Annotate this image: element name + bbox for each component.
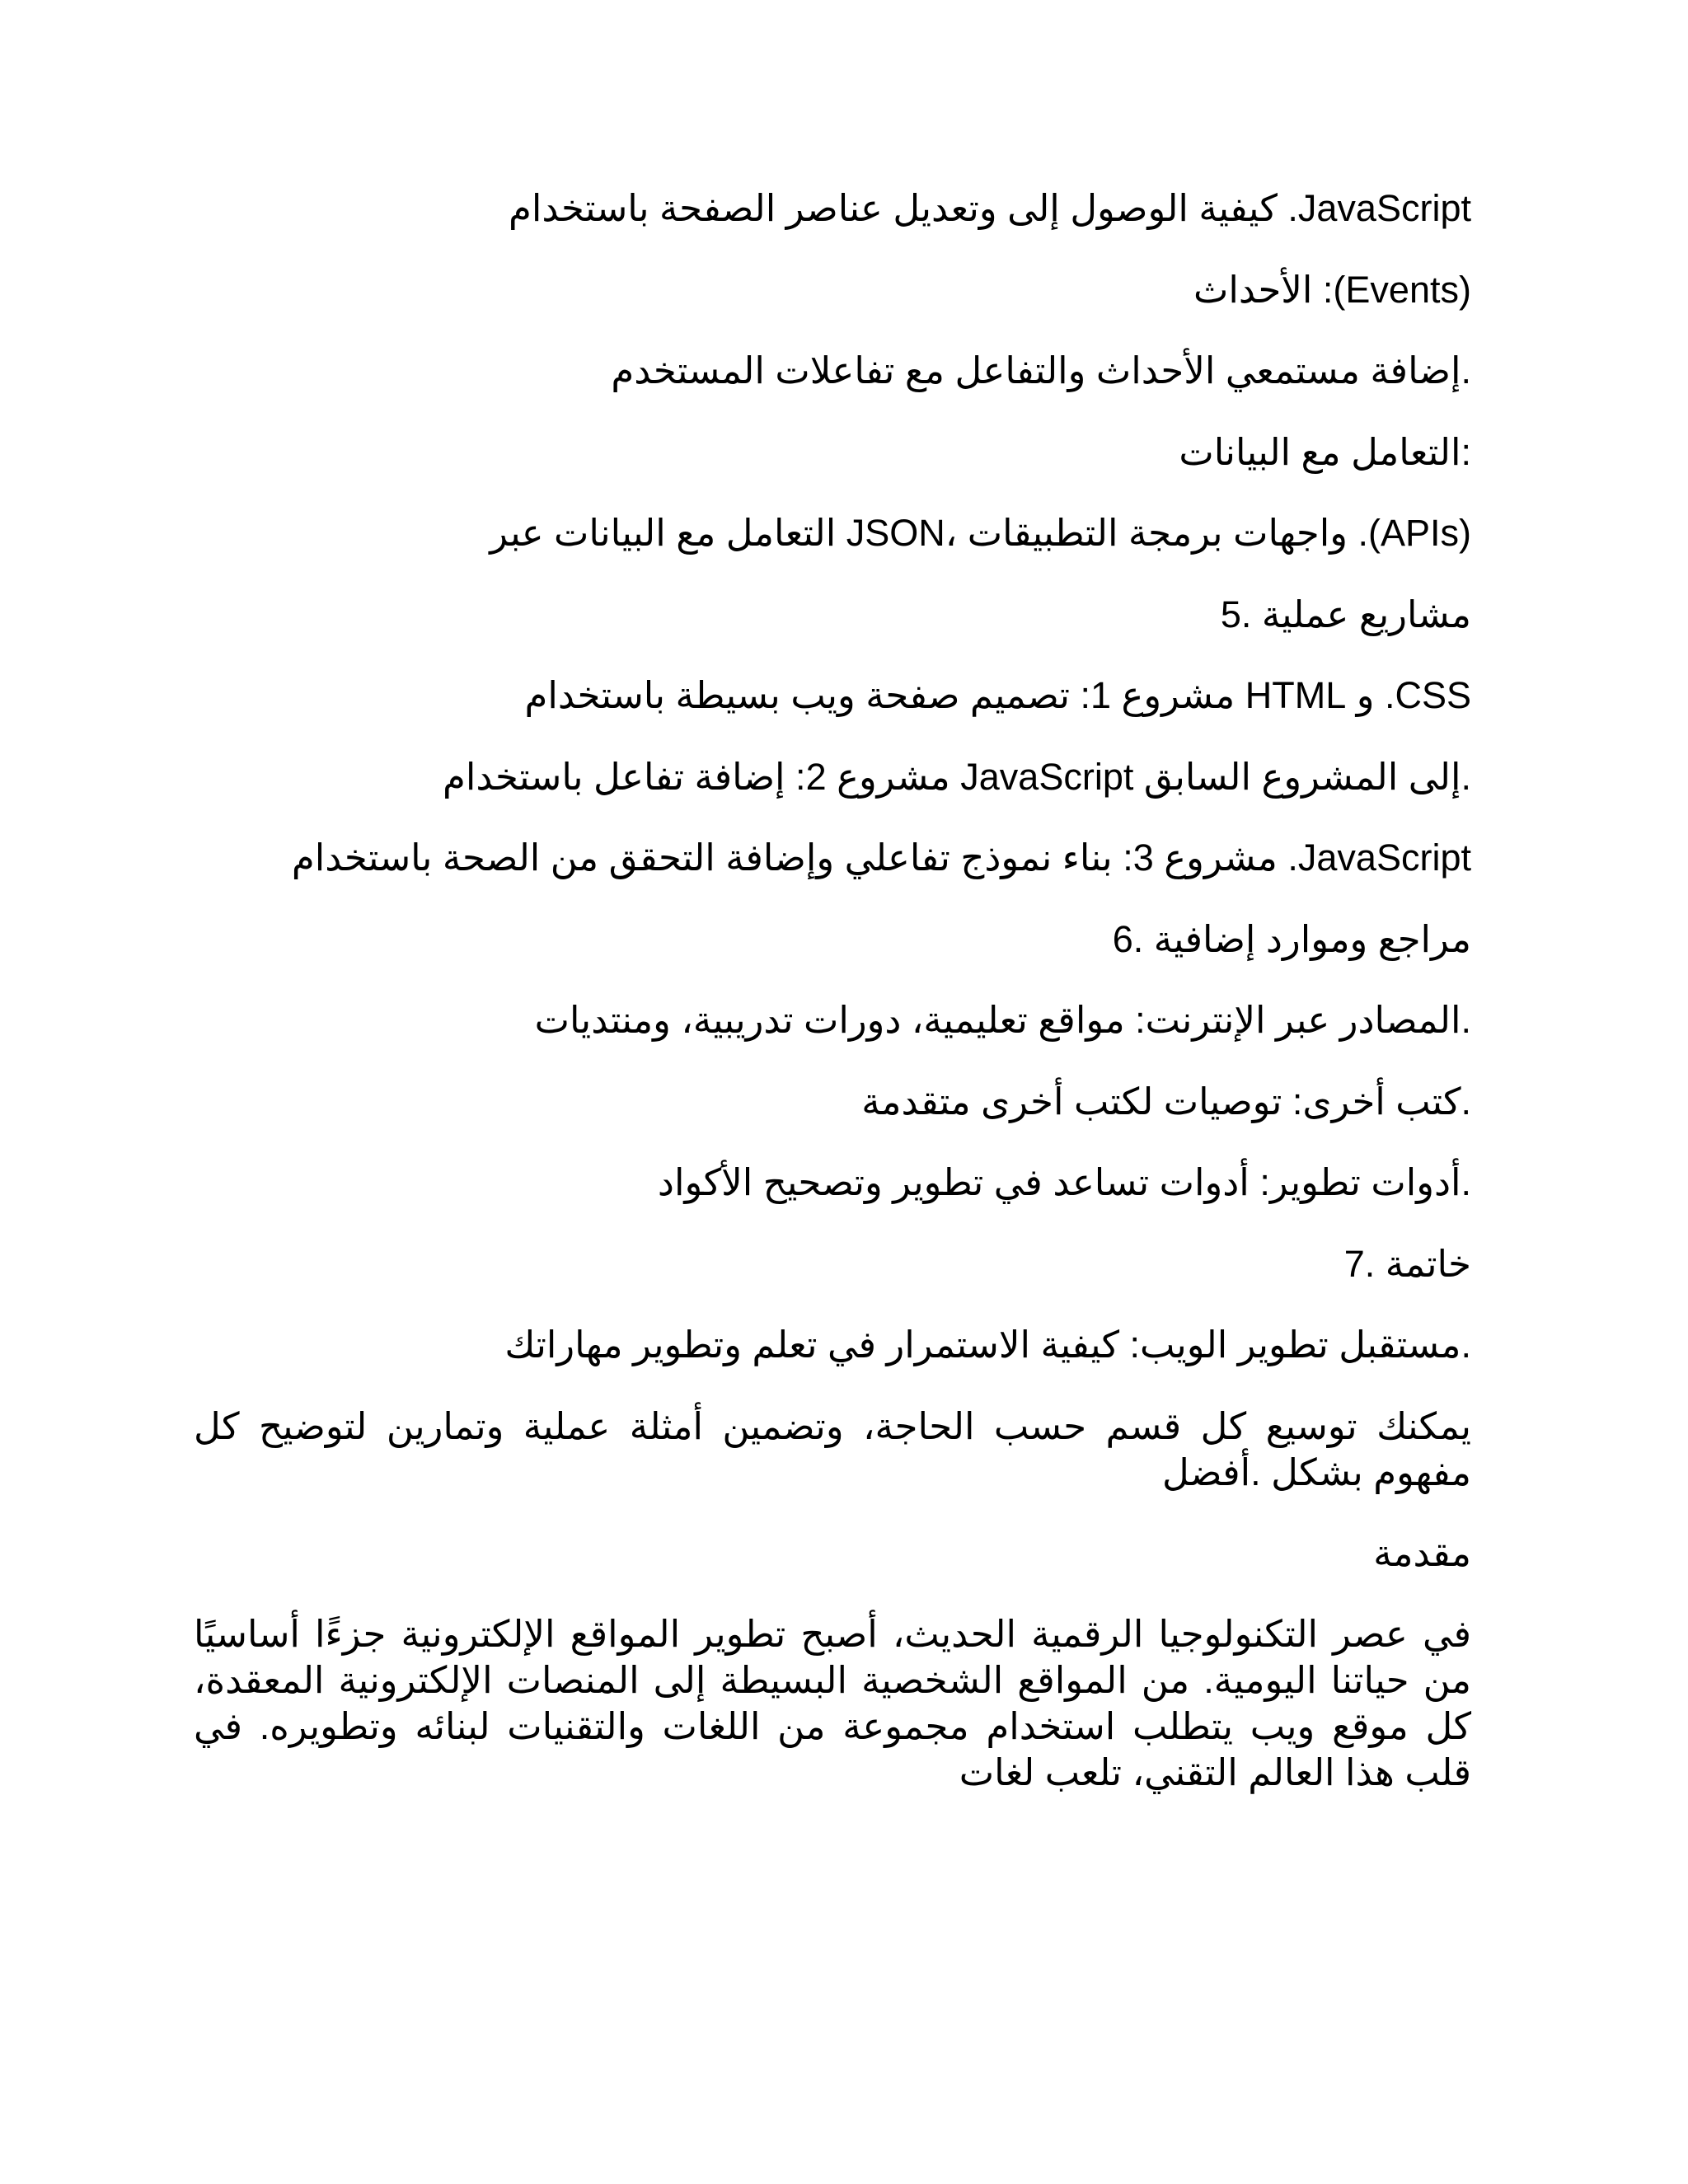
section-heading-resources: مراجع وموارد إضافية .6 xyxy=(1112,917,1471,960)
closing-paragraph: يمكنك توسيع كل قسم حسب الحاجة، وتضمين أمثلة عملية وتمارين لتوضيح كل مفهوم بشكل .أفضل xyxy=(194,1404,1471,1493)
text-line-project-1: CSS. و HTML مشروع 1: تصميم صفحة ويب بسيطة باستخدام xyxy=(524,674,1471,716)
document-body xyxy=(194,185,1471,1830)
text-line-json-apis: (APIs). واجهات برمجة التطبيقات ،JSON التعامل مع البيانات عبر xyxy=(490,512,1471,554)
section-heading-projects: مشاريع عملية .5 xyxy=(1220,593,1471,635)
section-heading-conclusion: خاتمة .7 xyxy=(1343,1242,1471,1285)
text-line-dev-tools: .أدوات تطوير: أدوات تساعد في تطوير وتصحيح الأكواد xyxy=(657,1161,1471,1203)
text-line-project-2: .إلى المشروع السابق JavaScript مشروع 2: إضافة تفاعل باستخدام xyxy=(443,755,1471,798)
intro-heading: مقدمة xyxy=(1373,1531,1471,1574)
text-line-events-heading: (Events): الأحداث xyxy=(1193,268,1471,311)
text-line-future-web: .مستقبل تطوير الويب: كيفية الاستمرار في تعلم وتطوير مهاراتك xyxy=(504,1324,1471,1366)
text-line-data-heading: :التعامل مع البيانات xyxy=(1179,430,1471,473)
text-line-other-books: .كتب أخرى: توصيات لكتب أخرى متقدمة xyxy=(861,1080,1471,1122)
intro-paragraph: في عصر التكنولوجيا الرقمية الحديث، أصبح تطوير المواقع الإلكترونية جزءًا أساسيًا من حياتنا اليومية. من المواقع الشخصية البسيطة إلى المنصات الإلكترونية المعقدة، كل موقع ويب يتطلب استخدام مجموعة من اللغات والتقنيات لبنائه وتطويره. في قلب هذا العالم التقني، تلعب لغات xyxy=(194,1613,1471,1793)
text-line-online-sources: .المصادر عبر الإنترنت: مواقع تعليمية، دورات تدريبية، ومنتديات xyxy=(534,999,1471,1041)
text-line-dom-access: JavaScript. كيفية الوصول إلى وتعديل عناصر الصفحة باستخدام xyxy=(508,187,1471,229)
text-line-event-listeners: .إضافة مستمعي الأحداث والتفاعل مع تفاعلات المستخدم xyxy=(611,349,1471,391)
text-line-project-3: JavaScript. مشروع 3: بناء نموذج تفاعلي وإضافة التحقق من الصحة باستخدام xyxy=(291,837,1471,879)
